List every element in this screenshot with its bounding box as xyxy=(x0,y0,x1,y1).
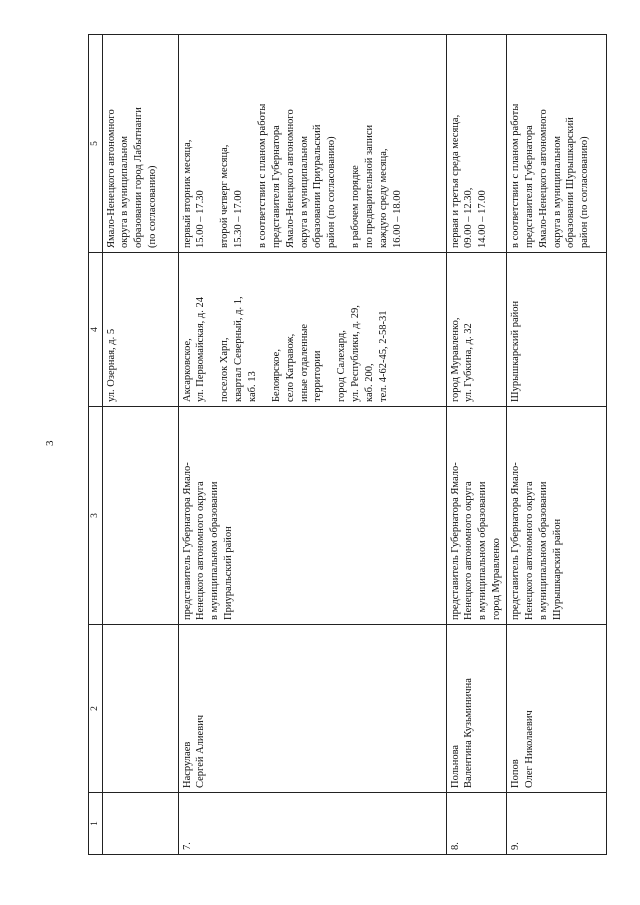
table-body xyxy=(89,35,607,855)
cell-text-line: Приуральский район xyxy=(223,526,235,620)
schedule-cell xyxy=(446,35,506,253)
cell-text-line: квартал Северный, д. 1, xyxy=(233,296,245,402)
block-gap xyxy=(339,39,349,248)
cell-text-line: в муниципальном образовании xyxy=(537,481,549,620)
table-row xyxy=(102,35,178,855)
cell-text-line: представителя Губернатора xyxy=(523,125,535,248)
cell-text-line: Валентина Кузьминична xyxy=(463,678,475,788)
cell-text-line: территории xyxy=(312,350,324,402)
address-cell xyxy=(102,253,178,407)
cell-text-line: округа в муниципальном xyxy=(298,136,310,248)
column-number-cell: 3 xyxy=(89,407,103,625)
cell-text-line: Аксарковское, xyxy=(181,338,193,402)
block-gap xyxy=(260,257,270,402)
schedule-table xyxy=(88,34,607,855)
address-cell xyxy=(178,253,446,407)
page-number: 3 xyxy=(44,440,56,446)
cell-text-line: представитель Губернатора Ямало- xyxy=(449,462,461,620)
cell-text-line: поселок Харп, xyxy=(219,337,231,402)
cell-text-line: 15.30 – 17.00 xyxy=(233,190,245,248)
cell-text-line: Насрулаев xyxy=(181,741,193,788)
cell-text-line: Белоярское, xyxy=(270,349,282,402)
cell-text-line: в соответствии с планом работы xyxy=(509,103,521,248)
row-number-cell xyxy=(102,793,178,855)
row-number-cell: 7. xyxy=(178,793,446,855)
cell-text-line: в соответствии с планом работы xyxy=(256,103,268,248)
block-gap xyxy=(208,39,218,248)
cell-text-line: город Муравленко, xyxy=(449,317,461,402)
cell-text-line: каб. 13 xyxy=(246,371,258,402)
cell-text-line: первый вторник месяца, xyxy=(181,139,193,248)
rotated-table-container xyxy=(88,35,608,855)
cell-text-line: представитель Губернатора Ямало- xyxy=(181,462,193,620)
cell-text-line: первая и третья среда месяца, xyxy=(449,114,461,248)
block-gap xyxy=(208,257,218,402)
block-gap xyxy=(246,39,256,248)
cell-text-line: в рабочем порядке xyxy=(350,165,362,248)
cell-text-line: иные отдаленные xyxy=(298,323,310,402)
cell-text-line: образовании Шурышкарский xyxy=(565,117,577,248)
cell-text-line: образовании Приуральский xyxy=(312,124,324,248)
cell-text-line: образовании город Лабытнанги xyxy=(133,107,145,248)
column-number-cell: 5 xyxy=(89,35,103,253)
cell-text-line: 09.00 – 12.30, xyxy=(463,187,475,248)
position-cell xyxy=(446,407,506,625)
cell-text-line: округа в муниципальном xyxy=(119,136,131,248)
column-number-cell: 1 xyxy=(89,793,103,855)
cell-text-line: Ямало-Ненецкого автономного xyxy=(105,109,117,248)
schedule-cell xyxy=(506,35,606,253)
cell-text-line: Ненецкого автономного округа xyxy=(195,481,207,620)
cell-text-line: Шурышкарский район xyxy=(509,300,521,402)
cell-text-line: район (по согласованию) xyxy=(579,136,591,248)
name-cell xyxy=(178,625,446,793)
cell-text-line: ул. Озерная, д. 5 xyxy=(105,328,117,402)
cell-text-line: Польнова xyxy=(449,744,461,788)
position-cell xyxy=(102,407,178,625)
cell-text-line: Попов xyxy=(509,759,521,788)
cell-text-line: район (по согласованию) xyxy=(326,136,338,248)
cell-text-line: Ненецкого автономного округа xyxy=(463,481,475,620)
cell-text-line: Олег Николаевич xyxy=(523,710,535,788)
cell-text-line: Сергей Алиевич xyxy=(195,714,207,788)
position-cell xyxy=(506,407,606,625)
cell-text-line: село Катравож, xyxy=(284,333,296,402)
cell-text-line: по предварительной записи xyxy=(363,124,375,248)
column-number-row xyxy=(89,35,103,855)
table-row xyxy=(446,35,506,855)
cell-text-line: каб. 200, xyxy=(363,363,375,402)
cell-text-line: 16.00 – 18.00 xyxy=(391,190,403,248)
cell-text-line: город Салехард, xyxy=(336,330,348,402)
schedule-cell xyxy=(102,35,178,253)
cell-text-line: ул. Губкина, д. 32 xyxy=(463,323,475,402)
cell-text-line: ул. Первомайская, д. 24 xyxy=(195,297,207,402)
cell-text-line: тел. 4-62-45, 2-58-31 xyxy=(377,310,389,402)
address-cell xyxy=(446,253,506,407)
row-number-cell: 9. xyxy=(506,793,606,855)
table-row xyxy=(506,35,606,855)
cell-text-line: Ямало-Ненецкого автономного xyxy=(284,109,296,248)
cell-text-line: 14.00 – 17.00 xyxy=(477,190,489,248)
cell-text-line: представитель Губернатора Ямало- xyxy=(509,462,521,620)
position-cell xyxy=(178,407,446,625)
column-number-cell: 2 xyxy=(89,625,103,793)
cell-text-line: Ямало-Ненецкого автономного xyxy=(537,109,549,248)
block-gap xyxy=(325,257,335,402)
cell-text-line: каждую среду месяца, xyxy=(377,148,389,248)
cell-text-line: представителя Губернатора xyxy=(270,125,282,248)
address-cell xyxy=(506,253,606,407)
cell-text-line: в муниципальном образовании xyxy=(477,481,489,620)
cell-text-line: второй четверг месяца, xyxy=(219,144,231,248)
row-number-cell: 8. xyxy=(446,793,506,855)
table-row xyxy=(178,35,446,855)
column-number-cell: 4 xyxy=(89,253,103,407)
name-cell xyxy=(506,625,606,793)
name-cell xyxy=(446,625,506,793)
cell-text-line: (по согласованию) xyxy=(147,165,159,248)
cell-text-line: город Муравленко xyxy=(491,538,503,620)
name-cell xyxy=(102,625,178,793)
schedule-cell xyxy=(178,35,446,253)
cell-text-line: 15.00 – 17.30 xyxy=(195,190,207,248)
cell-text-line: ул. Республики, д. 29, xyxy=(350,305,362,402)
cell-text-line: Шурышкарский район xyxy=(551,518,563,620)
cell-text-line: Ненецкого автономного округа xyxy=(523,481,535,620)
cell-text-line: в муниципальном образовании xyxy=(209,481,221,620)
cell-text-line: округа в муниципальном xyxy=(551,136,563,248)
